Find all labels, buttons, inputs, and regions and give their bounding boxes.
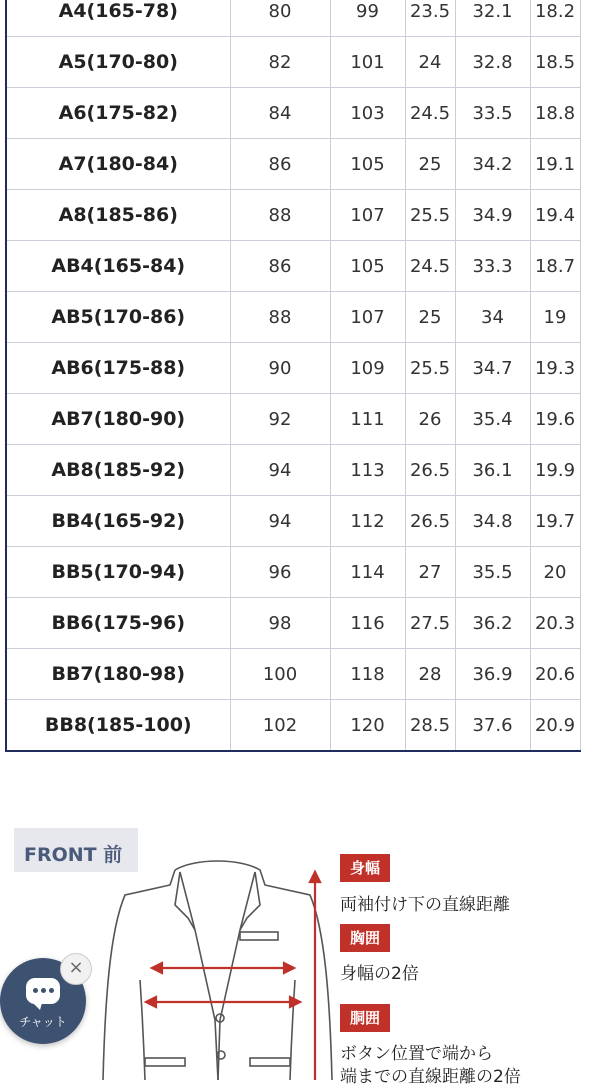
measurement-cell: 19.7 [530, 496, 580, 547]
measurement-cell: 20 [530, 547, 580, 598]
measurement-cell: 82 [230, 37, 330, 88]
measurement-cell: 26 [405, 394, 455, 445]
size-label-cell: AB6(175-88) [6, 343, 230, 394]
measurement-cell: 80 [230, 0, 330, 37]
measurement-cell: 94 [230, 445, 330, 496]
measurement-cell: 19 [530, 292, 580, 343]
measurement-cell: 114 [330, 547, 405, 598]
measurement-cell: 36.2 [455, 598, 530, 649]
size-label-cell: BB5(170-94) [6, 547, 230, 598]
size-label-cell: A7(180-84) [6, 139, 230, 190]
legend-text-doui-2: 端までの直線距離の2倍 [340, 1067, 521, 1087]
legend-tag-shihaba: 身幅 [340, 854, 390, 882]
measurement-cell: 24.5 [405, 241, 455, 292]
measurement-cell: 103 [330, 88, 405, 139]
measurement-cell: 18.7 [530, 241, 580, 292]
measurement-cell: 101 [330, 37, 405, 88]
measurement-cell: 118 [330, 649, 405, 700]
measurement-cell: 98 [230, 598, 330, 649]
measurement-cell: 105 [330, 241, 405, 292]
table-row [6, 139, 580, 190]
measurement-cell: 35.5 [455, 547, 530, 598]
legend-text-doui-1: ボタン位置で端から [340, 1044, 493, 1064]
measurement-cell: 19.9 [530, 445, 580, 496]
size-label-cell: BB6(175-96) [6, 598, 230, 649]
measurement-cell: 102 [230, 700, 330, 752]
table-row [6, 292, 580, 343]
measurement-cell: 20.3 [530, 598, 580, 649]
size-label-cell: AB8(185-92) [6, 445, 230, 496]
measurement-cell: 34.7 [455, 343, 530, 394]
measurement-cell: 99 [330, 0, 405, 37]
table-row [6, 37, 580, 88]
measurement-cell: 109 [330, 343, 405, 394]
table-row [6, 700, 580, 752]
size-label-cell: BB7(180-98) [6, 649, 230, 700]
measurement-cell: 88 [230, 190, 330, 241]
measurement-cell: 25 [405, 292, 455, 343]
size-table-body [6, 0, 580, 751]
size-label-cell: BB4(165-92) [6, 496, 230, 547]
measurement-cell: 23.5 [405, 0, 455, 37]
measurement-cell: 20.9 [530, 700, 580, 752]
legend-text-shihaba: 両袖付け下の直線距離 [340, 895, 510, 915]
close-icon[interactable]: × [60, 953, 92, 985]
size-label-cell: AB5(170-86) [6, 292, 230, 343]
jacket-illustration-icon [100, 840, 340, 1080]
measurement-cell: 90 [230, 343, 330, 394]
measurement-cell: 18.5 [530, 37, 580, 88]
measurement-cell: 96 [230, 547, 330, 598]
measurement-cell: 28 [405, 649, 455, 700]
legend-tag-doui: 胴囲 [340, 1004, 390, 1032]
size-label-cell: A8(185-86) [6, 190, 230, 241]
table-row [6, 649, 580, 700]
measurement-cell: 86 [230, 241, 330, 292]
measurement-cell: 19.1 [530, 139, 580, 190]
table-row [6, 343, 580, 394]
table-row [6, 445, 580, 496]
measurement-cell: 35.4 [455, 394, 530, 445]
measurement-cell: 107 [330, 292, 405, 343]
measurement-cell: 18.8 [530, 88, 580, 139]
size-label-cell: A5(170-80) [6, 37, 230, 88]
measurement-cell: 94 [230, 496, 330, 547]
measurement-cell: 32.8 [455, 37, 530, 88]
measurement-cell: 19.4 [530, 190, 580, 241]
front-diagram [0, 820, 611, 1087]
measurement-cell: 32.1 [455, 0, 530, 37]
measurement-cell: 34 [455, 292, 530, 343]
measurement-cell: 34.9 [455, 190, 530, 241]
size-label-cell: A6(175-82) [6, 88, 230, 139]
chat-bubble-icon [26, 978, 60, 1004]
chat-label: チャット [19, 1015, 67, 1029]
measurement-cell: 34.2 [455, 139, 530, 190]
measurement-cell: 18.2 [530, 0, 580, 37]
front-label-text: FRONT 前 [24, 844, 123, 866]
size-label-cell: A4(165-78) [6, 0, 230, 37]
measurement-cell: 25 [405, 139, 455, 190]
table-row [6, 190, 580, 241]
measurement-cell: 107 [330, 190, 405, 241]
measurement-cell: 116 [330, 598, 405, 649]
measurement-cell: 20.6 [530, 649, 580, 700]
measurement-cell: 84 [230, 88, 330, 139]
size-table [5, 0, 581, 752]
measurement-cell: 19.3 [530, 343, 580, 394]
measurement-cell: 36.9 [455, 649, 530, 700]
measurement-cell: 24 [405, 37, 455, 88]
table-row [6, 241, 580, 292]
measurement-cell: 37.6 [455, 700, 530, 752]
table-row [6, 88, 580, 139]
measurement-cell: 25.5 [405, 343, 455, 394]
measurement-cell: 120 [330, 700, 405, 752]
measurement-cell: 112 [330, 496, 405, 547]
measurement-cell: 26.5 [405, 496, 455, 547]
measurement-cell: 24.5 [405, 88, 455, 139]
measurement-cell: 111 [330, 394, 405, 445]
table-row [6, 496, 580, 547]
measurement-cell: 92 [230, 394, 330, 445]
measurement-cell: 28.5 [405, 700, 455, 752]
table-row [6, 0, 580, 37]
measurement-cell: 34.8 [455, 496, 530, 547]
measurement-cell: 113 [330, 445, 405, 496]
measurement-cell: 27 [405, 547, 455, 598]
measurement-cell: 88 [230, 292, 330, 343]
legend-text-kyoui: 身幅の2倍 [340, 964, 419, 984]
size-label-cell: BB8(185-100) [6, 700, 230, 752]
measurement-cell: 86 [230, 139, 330, 190]
table-row [6, 547, 580, 598]
size-label-cell: AB7(180-90) [6, 394, 230, 445]
measurement-cell: 26.5 [405, 445, 455, 496]
table-row [6, 598, 580, 649]
measurement-cell: 36.1 [455, 445, 530, 496]
legend-tag-kyoui: 胸囲 [340, 924, 390, 952]
table-row [6, 394, 580, 445]
measurement-cell: 33.5 [455, 88, 530, 139]
size-label-cell: AB4(165-84) [6, 241, 230, 292]
measurement-cell: 19.6 [530, 394, 580, 445]
measurement-cell: 27.5 [405, 598, 455, 649]
measurement-cell: 105 [330, 139, 405, 190]
measurement-cell: 33.3 [455, 241, 530, 292]
measurement-cell: 25.5 [405, 190, 455, 241]
measurement-cell: 100 [230, 649, 330, 700]
